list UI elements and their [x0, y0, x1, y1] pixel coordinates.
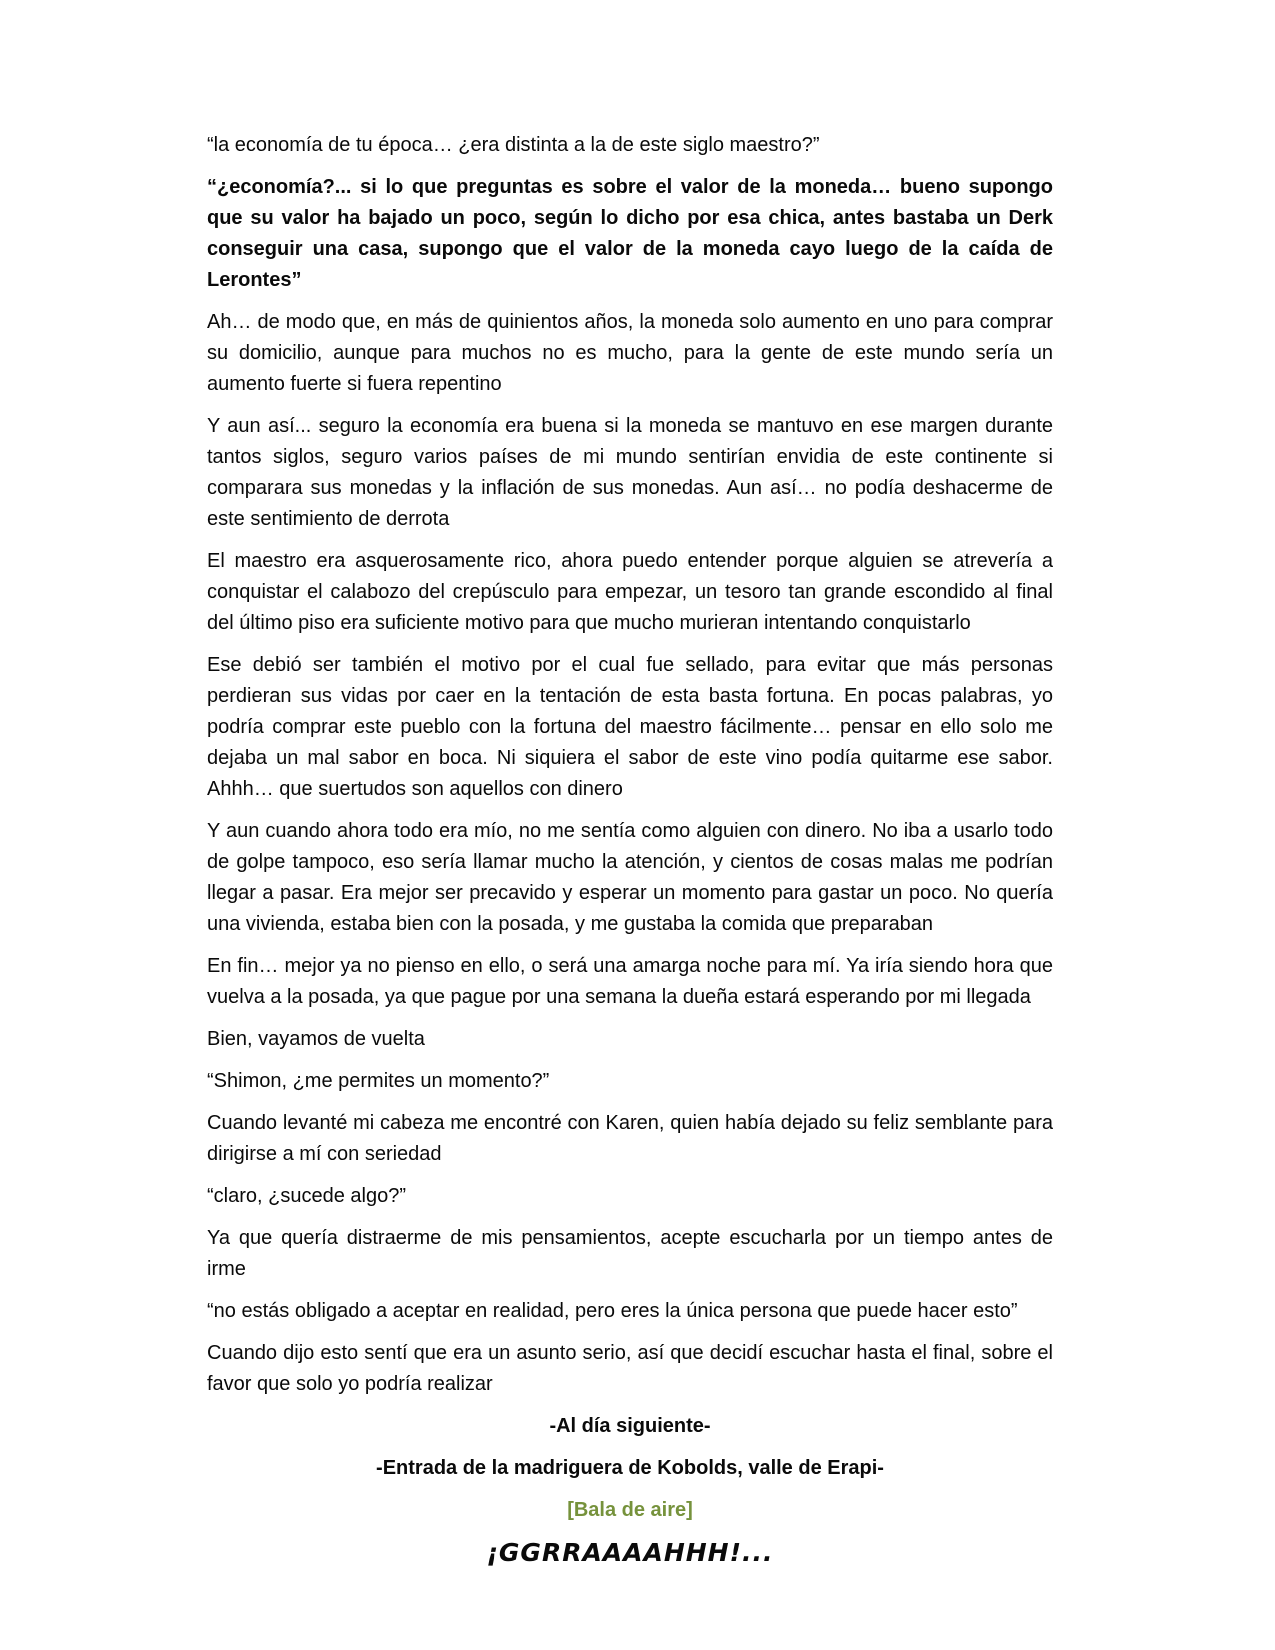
- story-paragraph: El maestro era asquerosamente rico, ahora puedo entender porque alguien se atrevería a conquistar el calabozo del crepúsculo para empezar, un tesoro tan grande escondido al final del último piso era suficiente motivo para que mucho murieran intentando conquistarlo: [207, 550, 1053, 634]
- dialogue-paragraph: “Shimon, ¿me permites un momento?”: [207, 1070, 550, 1092]
- dialogue-paragraph: “claro, ¿sucede algo?”: [207, 1185, 406, 1207]
- story-paragraph: Cuando levanté mi cabeza me encontré con Karen, quien había dejado su feliz semblante para dirigirse a mí con seriedad: [207, 1112, 1053, 1165]
- story-paragraph: Ya que quería distraerme de mis pensamientos, acepte escucharla por un tiempo antes de irme: [207, 1227, 1053, 1280]
- story-paragraph: Y aun así... seguro la economía era buena si la moneda se mantuvo en ese margen durante tantos siglos, seguro varios países de mi mundo sentirían envidia de este continente si comparara sus monedas y la inflación de sus monedas. Aun así… no podía deshacerme de este sentimiento de derrota: [207, 415, 1053, 530]
- scene-heading-location: -Entrada de la madriguera de Kobolds, valle de Erapi-: [376, 1457, 884, 1479]
- skill-callout-bala-de-aire: [Bala de aire]: [567, 1499, 693, 1521]
- dialogue-paragraph-bold: “¿economía?... si lo que preguntas es sobre el valor de la moneda… bueno supongo que su valor ha bajado un poco, según lo dicho por esa chica, antes bastaba un Derk conseguir una casa, supongo que el valor de la moneda cayo luego de la caída de Lerontes”: [207, 176, 1053, 291]
- story-paragraph: Ah… de modo que, en más de quinientos años, la moneda solo aumento en uno para comprar su domicilio, aunque para muchos no es mucho, para la gente de este mundo sería un aumento fuerte si fuera repentino: [207, 311, 1053, 395]
- story-paragraph: Cuando dijo esto sentí que era un asunto serio, así que decidí escuchar hasta el final, sobre el favor que solo yo podría realizar: [207, 1342, 1053, 1395]
- monster-roar-text: ¡GGRRAAAAHHH!...: [486, 1538, 774, 1567]
- story-paragraph: Ese debió ser también el motivo por el cual fue sellado, para evitar que más personas perdieran sus vidas por caer en la tentación de esta basta fortuna. En pocas palabras, yo podría comprar este pueblo con la fortuna del maestro fácilmente… pensar en ello solo me dejaba un mal sabor en boca. Ni siquiera el sabor de este vino podía quitarme ese sabor. Ahhh… que suertudos son aquellos con dinero: [207, 654, 1053, 800]
- scene-heading-next-day: -Al día siguiente-: [549, 1415, 711, 1437]
- story-paragraph: Bien, vayamos de vuelta: [207, 1028, 425, 1050]
- story-paragraph: En fin… mejor ya no pienso en ello, o será una amarga noche para mí. Ya iría siendo hora que vuelva a la posada, ya que pague por una semana la dueña estará esperando por mi llegada: [207, 955, 1053, 1008]
- dialogue-paragraph: “la economía de tu época… ¿era distinta a la de este siglo maestro?”: [207, 134, 820, 156]
- dialogue-paragraph: “no estás obligado a aceptar en realidad, pero eres la única persona que puede hacer esto”: [207, 1300, 1018, 1322]
- story-paragraph: Y aun cuando ahora todo era mío, no me sentía como alguien con dinero. No iba a usarlo todo de golpe tampoco, eso sería llamar mucho la atención, y cientos de cosas malas me podrían llegar a pasar. Era mejor ser precavido y esperar un momento para gastar un poco. No quería una vivienda, estaba bien con la posada, y me gustaba la comida que preparaban: [207, 820, 1053, 935]
